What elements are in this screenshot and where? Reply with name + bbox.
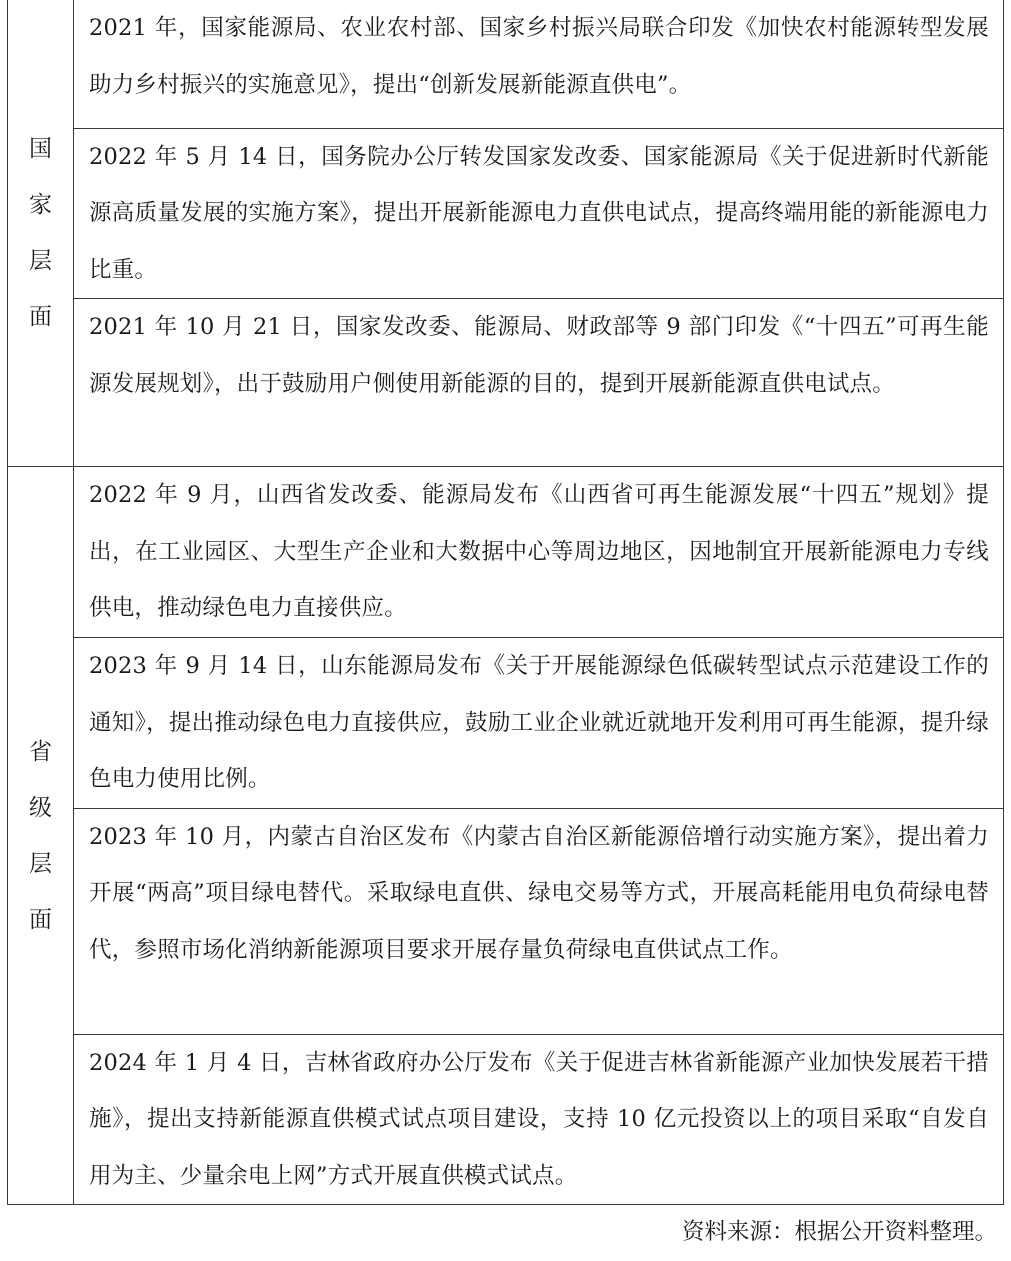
table-row [8,299,1004,467]
policy-entry [74,0,1004,128]
table-row [8,467,1004,638]
policy-entry-text: 2023 年 9 月 14 日，山东能源局发布《关于开展能源绿色低碳转型试点示范建设工作的通知》，提出推动绿色电力直接供应，鼓励工业企业就近就地开发利用可再生能源，提升绿色电力使用比例。 [89,653,989,792]
level-label: 省级层面 [29,738,52,933]
level-label: 国家层面 [29,136,52,330]
table-row [8,0,1004,128]
policy-entry [74,808,1004,1034]
policy-entry-text: 2021 年，国家能源局、农业农村部、国家乡村振兴局联合印发《加快农村能源转型发展助力乡村振兴的实施意见》，提出“创新发展新能源直供电”。 [89,15,989,98]
policy-entry [74,638,1004,809]
policy-entry-text: 2022 年 5 月 14 日，国务院办公厅转发国家发改委、国家能源局《关于促进新时代新能源高质量发展的实施方案》，提出开展新能源电力直供电试点，提高终端用能的新能源电力比重。 [89,143,989,283]
policy-entry-text: 2023 年 10 月，内蒙古自治区发布《内蒙古自治区新能源倍增行动实施方案》，提出着力开展“两高”项目绿电替代。采取绿电直供、绿电交易等方式，开展高耗能用电负荷绿电替代，参照市场化消纳新能源项目要求开展存量负荷绿电直供试点工作。 [89,823,989,963]
table-row [8,1034,1004,1205]
policy-entry [74,467,1004,638]
source-note: 资料来源：根据公开资料整理。 [681,1219,997,1245]
policy-entry [74,299,1004,467]
policy-entry-text: 2022 年 9 月，山西省发改委、能源局发布《山西省可再生能源发展“十四五”规划》提出，在工业园区、大型生产企业和大数据中心等周边地区，因地制宜开展新能源电力专线供电，推动绿色电力直接供应。 [89,482,989,621]
policy-entry [74,128,1004,299]
table-row [8,128,1004,299]
table-row [8,808,1004,1034]
level-cell-provincial [8,467,74,1205]
policy-entry [74,1034,1004,1205]
policy-table [7,0,1004,1205]
level-cell-national [8,0,74,467]
policy-entry-text: 2024 年 1 月 4 日，吉林省政府办公厅发布《关于促进吉林省新能源产业加快发展若干措施》，提出支持新能源直供模式试点项目建设，支持 10 亿元投资以上的项目采取“自发自用为主、少量余电上网”方式开展直供模式试点。 [89,1049,989,1189]
table-row [8,638,1004,809]
policy-entry-text: 2021 年 10 月 21 日，国家发改委、能源局、财政部等 9 部门印发《“十四五”可再生能源发展规划》，出于鼓励用户侧使用新能源的目的，提到开展新能源直供电试点。 [89,314,989,397]
